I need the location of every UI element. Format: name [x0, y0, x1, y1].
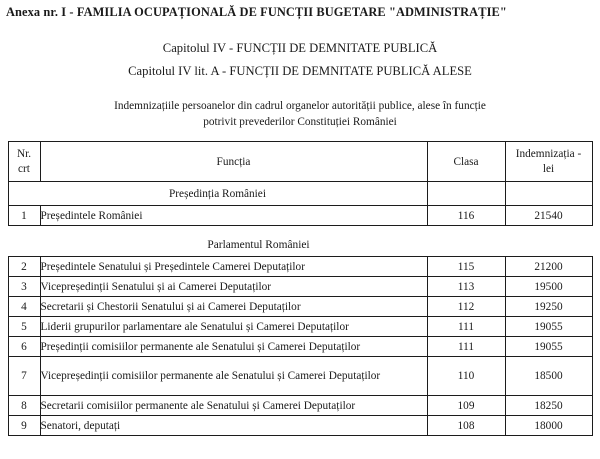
parliament-table [8, 256, 593, 436]
section-heading-parliament-label: Parlamentul României [207, 239, 310, 252]
header-indemnizatie-line-2: lei [542, 162, 555, 175]
cell-functie: Vicepreședinții Senatului și ai Camerei Deputaților [40, 277, 427, 297]
section-row-presidency [8, 182, 592, 206]
cell-indemnizatie: 19055 [505, 337, 592, 357]
cell-indemnizatie: 19055 [505, 317, 592, 337]
header-cell-nr-crt [8, 142, 40, 182]
cell-clasa: 112 [427, 297, 505, 317]
cell-nr: 2 [8, 257, 40, 277]
table-row [8, 206, 592, 226]
cell-indemnizatie: 19250 [505, 297, 592, 317]
table-row [8, 277, 592, 297]
cell-indemnizatie: 18000 [505, 416, 592, 436]
subchapter-heading: Capitolul IV lit. A - FUNCȚII DE DEMNITATE PUBLICĂ ALESE [128, 64, 472, 78]
table-header-row [8, 142, 592, 182]
cell-nr: 6 [8, 337, 40, 357]
chapter-heading: Capitolul IV - FUNCȚII DE DEMNITATE PUBLICĂ [162, 41, 438, 55]
table-row [8, 317, 592, 337]
cell-functie: Președintele Senatului și Președintele Camerei Deputaților [40, 257, 427, 277]
table-row [8, 396, 592, 416]
cell-nr: 7 [8, 357, 40, 396]
cell-nr: 9 [8, 416, 40, 436]
cell-clasa: 116 [427, 206, 505, 226]
table-row [8, 357, 592, 396]
table-row [8, 416, 592, 436]
section-clasa-empty [427, 182, 505, 206]
section-indemnizatie-empty [505, 182, 592, 206]
presidency-table [8, 141, 593, 226]
cell-clasa: 115 [427, 257, 505, 277]
cell-nr: 3 [8, 277, 40, 297]
cell-clasa: 111 [427, 317, 505, 337]
cell-indemnizatie: 21200 [505, 257, 592, 277]
cell-clasa: 110 [427, 357, 505, 396]
header-nr-line-1: Nr. [16, 147, 32, 160]
header-cell-functie: Funcția [40, 142, 427, 182]
cell-indemnizatie: 18250 [505, 396, 592, 416]
cell-nr: 1 [8, 206, 40, 226]
cell-indemnizatie: 21540 [505, 206, 592, 226]
intro-line-1: Indemnizațiile persoanelor din cadrul organelor autorității publice, alese în funcție [114, 100, 486, 112]
intro-line-2: potrivit prevederilor Constituției României [203, 116, 397, 129]
table-row [8, 337, 592, 357]
cell-clasa: 109 [427, 396, 505, 416]
cell-functie: Vicepreședinții comisiilor permanente ale Senatului și Camerei Deputaților [40, 357, 427, 396]
cell-nr: 8 [8, 396, 40, 416]
header-cell-clasa: Clasa [427, 142, 505, 182]
cell-functie: Senatori, deputați [40, 416, 427, 436]
cell-functie: Președinții comisiilor permanente ale Senatului și Camerei Deputaților [40, 337, 427, 357]
cell-clasa: 113 [427, 277, 505, 297]
intro-paragraph [0, 98, 600, 130]
header-cell-indemnizatie [505, 142, 592, 182]
cell-nr: 4 [8, 297, 40, 317]
cell-clasa: 111 [427, 337, 505, 357]
section-label-presidency: Președinția României [8, 182, 427, 206]
header-indemnizatie-line-1: Indemnizația - [515, 147, 582, 160]
cell-functie: Președintele României [40, 206, 427, 226]
header-nr-line-2: crt [18, 162, 30, 175]
cell-functie: Liderii grupurilor parlamentare ale Senatului și Camerei Deputaților [40, 317, 427, 337]
table-row [8, 257, 592, 277]
section-heading-parliament [0, 226, 600, 256]
cell-indemnizatie: 18500 [505, 357, 592, 396]
cell-functie: Secretarii comisiilor permanente ale Senatului și Camerei Deputaților [40, 396, 427, 416]
table-row [8, 297, 592, 317]
document-title: Anexa nr. I - FAMILIA OCUPAȚIONALĂ DE FUNCȚII BUGETARE "ADMINISTRAȚIE" [6, 5, 507, 19]
cell-indemnizatie: 19500 [505, 277, 592, 297]
cell-functie: Secretarii și Chestorii Senatului și ai Camerei Deputaților [40, 297, 427, 317]
cell-nr: 5 [8, 317, 40, 337]
cell-clasa: 108 [427, 416, 505, 436]
